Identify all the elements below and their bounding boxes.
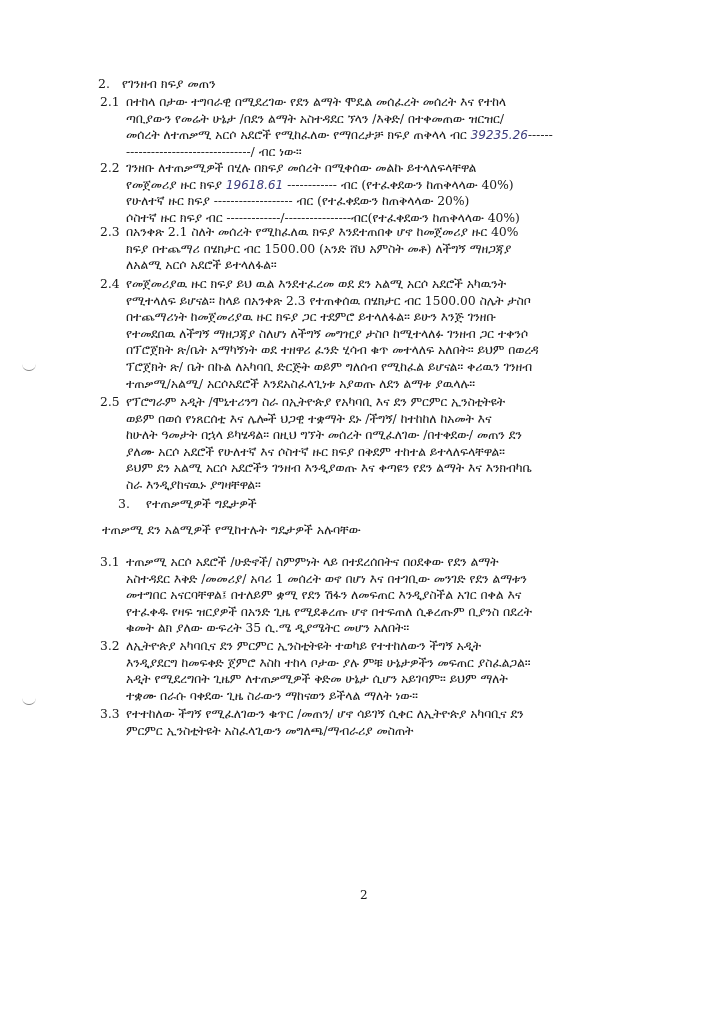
clause-line: የተተከለው ችግኝ የሚፈለገውን ቁጥር /መጠን/ ሆኖ ሳይገኝ ሲቀር ለኢትዮጵያ አካባቢና ደን xyxy=(126,707,524,721)
section-3-heading xyxy=(118,496,257,512)
clause-number: 2.5 xyxy=(100,395,120,409)
clause-line: ተቋሙ በራሱ ባቀደው ጊዜ ስራውን ማከናወን ይችላል ማለት ነው። xyxy=(126,688,418,703)
clause-line: የተፈቀዱ የዛፍ ዝርያዎች በአንድ ጊዜ የሚደቆረጡ ሆኖ በተፍጠለ ሲቆረጡም ቢያንስ በደረት xyxy=(126,604,532,619)
clause-line: በተጨማሪነት ከመጀመሪያዉ ዙር ክፍያ ጋር ተደምሮ ይተላለፋል። ይሁን እንጅ ገንዘቡ xyxy=(126,310,496,325)
clause-line: ------------------------------/ ብር ነው። xyxy=(126,144,302,159)
clause-line: ወይም በወሰ የነጸርሰቲ እና ሌሎች ህጋዊ ተቋማት ደኑ /ችግኝ/ ከተከከለ ከአመት እና xyxy=(126,411,492,426)
clause-line: ለአልሚ አርሶ አደሮች ይተላለፋል። xyxy=(126,258,277,273)
clause-line: መተግበር አናርባቸዋል፤ በተለይም ቋሚ የደን ሽፋን ለመፍጠር እንዲያስችል አገር በቀል እና xyxy=(126,588,522,603)
handwritten-amount: 39235.26 xyxy=(470,128,528,143)
clause-line: የተመደበዉ ለችግኝ ማዘጋጃያ ስለሆነ ለችግኝ መግዢያ ታስቦ ከሚተላለፉ ገንዘብ ጋር ተቀንሶ xyxy=(126,326,529,341)
clause-line: ከሁለት ዓመታት በኋላ ይካሄዳል። በዚህ ግኘት መሰረት በሚፈለገው /በተቀደው/ መጠን ደን xyxy=(126,428,522,443)
clause-line: ምርምር ኢንስቲትዩት አስፈላጊውን መግለጫ/ማብራሪያ መስጠት xyxy=(126,723,414,738)
clause-number: 3.1 xyxy=(100,555,120,569)
clause-line: ጣቢያውን የመሬት ሁኔታ /በደን ልማት አስተዳደር ኘላን /እቅድ/ በተቀመጠው ዝርዝር/ xyxy=(126,111,504,126)
section-number: 3. xyxy=(118,496,130,511)
handwritten-amount: 19618.61 xyxy=(225,177,284,192)
clause-number: 2.1 xyxy=(100,95,120,109)
clause-line: ስራ እንዲያከናዉኑ ያግዛቸዋል። xyxy=(126,477,261,492)
clause-line: የሁለተኛ ዙር ክፍያ ------------------- ብር (የተፈቀደውን ከጠቅላላው 20%) xyxy=(126,194,470,209)
clause-line: ይህም ደን አልሚ አርሶ አደሮችን ገንዘብ እንዲያወጡ እና ቀጣዩን የደን ልማት እና እንክብካቤ xyxy=(126,461,532,476)
clause-line: አዲት የሚደረግበት ጊዜም ለተጠቃሚዎች ቅድመ ሁኔታ ሲሆን አይገባም። ይህም ማለት xyxy=(126,672,508,687)
section-3-subtitle: ተጠቃሚ ደን አልሚዎች የሚከተሉት ግዴታዎች አሉባቸው xyxy=(102,522,361,537)
clause-line: የፕሮግራም አዲት /ሞኒተሪንግ ስራ በኢትዮጵያ የአካባቢ እና ደን ምርምር ኢንስቲትዩት xyxy=(126,395,506,409)
clause-line: ክፍያ በተጨማሪ በሄክታር ብር 1500.00 (አንድ ሸህ አምስት መቶ) ለችግኝ ማዘጋጃያ xyxy=(126,241,512,256)
clause-number: 3.3 xyxy=(100,707,120,721)
clause-line: ተጠቃሚ/አልሚ/ አርሶአደሮች እንደአስፈላጊነቱ አያወጡ ለደን ልማቱ ያዉላሉ። xyxy=(126,376,476,391)
clause-line: ለኢትዮጵያ አካባቢና ደን ምርምር ኢንስቲትዩት ተወካይ የተተከለውን ችግኝ አዲት xyxy=(126,639,482,653)
clause-number: 2.2 xyxy=(100,161,120,175)
clause-line: የመጀመሪያ ዙር ክፍያ 19618.61 ------------ ብር (የተፈቀደውን ከጠቅላላው 40%) xyxy=(126,177,514,192)
punch-hole-mark xyxy=(22,362,36,371)
section-2-heading xyxy=(98,76,216,92)
clause-number: 2.4 xyxy=(100,277,120,291)
page-number: 2 xyxy=(360,888,368,902)
clause-line: ሶስተኛ ዙር ክፍያ ብር -------------/----------------ብር(የተፈቀደውን ከጠቅላላው 40%) xyxy=(126,210,520,225)
clause-line: መሰረት ለተጠቃሚ አርሶ አደሮች የሚከፈለው የማበረታቻ ክፍያ ጠቅላላ ብር 39235.26------ xyxy=(126,128,553,143)
clause-line: እንዲያደርግ ከመፍቀድ ጀምሮ እስከ ተከላ ቦታው ያሉ ምቹ ሁኔታዎችን መፍጠር ያስፈልጋል። xyxy=(126,655,531,670)
clause-line: ያለሙ አርሶ አደሮች የሁለተኛ እና ሶስተኛ ዙር ክፍያ በቅደም ተከተል ይተላለፍላቸዋል። xyxy=(126,444,505,459)
section-title: የገንዘብ ክፍያ መጠን xyxy=(121,76,216,91)
section-number: 2. xyxy=(98,76,110,91)
section-title: የተጠቃሚዎች ግዴታዎች xyxy=(145,496,257,511)
clause-number: 2.3 xyxy=(100,225,120,239)
clause-line: በተከላ በታው ተግባራዊ በሚደረገው የደን ልማት ሞዴል መሰፈረት መሰረት እና የተከላ xyxy=(126,95,507,109)
punch-hole-mark xyxy=(22,696,36,705)
clause-line: ገንዘቡ ለተጠቃሚዎች በሂሉ በክፍያ መሰረት በሚቀሰው መልኩ ይተላለፍላቸዋል xyxy=(126,161,477,175)
clause-line: በፕሮጀክት ጽ/ቤት አማካኝነት ወደ ተዘዋሪ ፈንድ ሂሳብ ቁጥ መተላለፍ አለበት። ይህም በወረዳ xyxy=(126,343,539,358)
clause-line: አስተዳደር እቅድ /መመሪያ/ አባሪ 1 መሰረት ወኖ በሆነ እና በተገቢው መንገድ የደን ልማቱን xyxy=(126,571,527,586)
clause-line: ቁመት ልክ ያለው ውፍረት 35 ሲ.ሜ ዲያሜትር መሆን አለበት። xyxy=(126,621,410,636)
clause-line: የሚተላለፍ ይሆናል። ከላይ በአንቀጽ 2.3 የተጠቀሰዉ በሄክታር ብር 1500.00 ስሌት ታስቦ xyxy=(126,293,531,308)
clause-line: በአንቀጽ 2.1 ስለት መሰረት የሚከፈለዉ ክፍያ እንደተጠበቀ ሆኖ ከመጀመሪያ ዙር 40% xyxy=(126,225,519,239)
clause-line: ተጠቃሚ አርሶ አደሮች /ሁድኖች/ ስምምነት ላይ በተደረሰበትና በዐደቀው የደን ልማት xyxy=(126,555,499,569)
clause-line: የመጀመሪያዉ ዙር ክፍያ ይህ ዉል እንደተፈረመ ወደ ደን አልሚ አርሶ አደሮች አካዉንት xyxy=(126,277,507,291)
clause-line: ፕሮጀክት ጽ/ ቤት በኩል ለአካባቢ ድርጅት ወይም ግለሰብ የሚከፈል ይሆናል። ቀሪዉን ገንዘብ xyxy=(126,359,532,374)
clause-number: 3.2 xyxy=(100,639,120,653)
